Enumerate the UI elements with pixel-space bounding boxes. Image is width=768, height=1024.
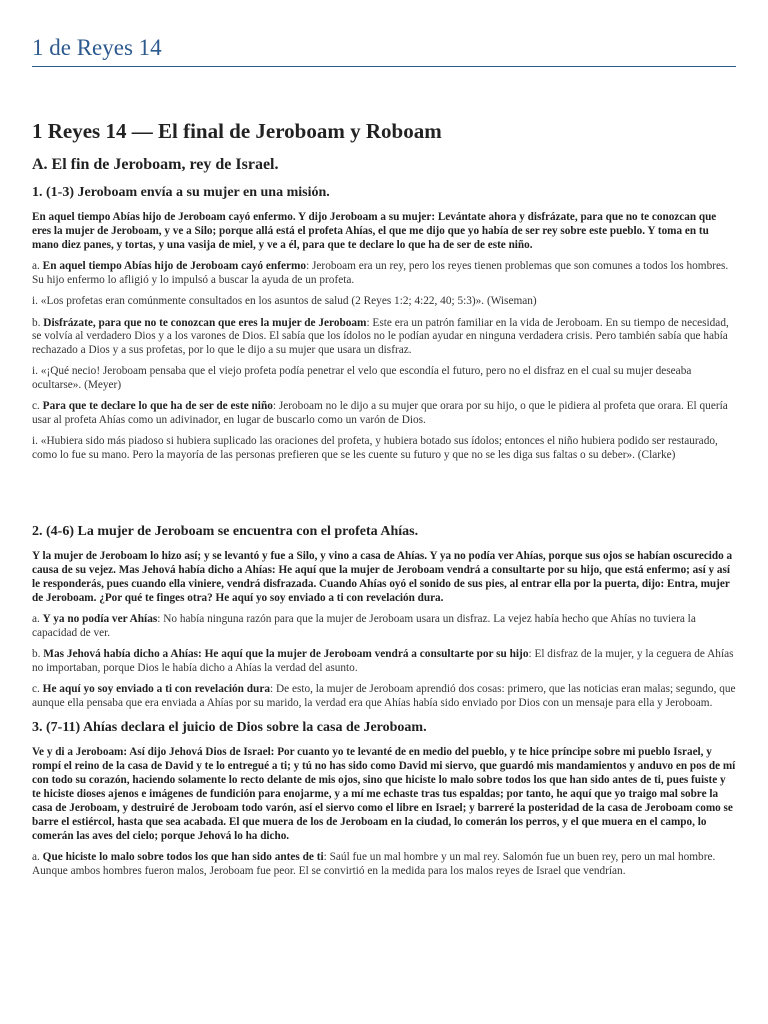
note-text: «Hubiera sido más piadoso si hubiera suplicado las oraciones del profeta, y hubiera botado sus ídolos; entonces el niño hubiera podido ser restaurado, como lo fue su mano. Pero la mayoría de las personas prefieren que se les cuente su futuro y que no se les diga sus faltas o su deber». (Clarke)	[32, 435, 718, 461]
note-marker: b.	[32, 648, 44, 660]
note-text: : No había ninguna razón para que la mujer de Jeroboam usara un disfraz. La vejez había hecho que Ahías no tuviera la capacidad de ver.	[32, 613, 696, 639]
commentary-note	[32, 365, 736, 392]
note-text: : De esto, la mujer de Jeroboam aprendió dos cosas: primero, que las noticias eran malas; segundo, que aunque ella pensaba que era enviada a Ahías por su marido, la verdad era que Ahías había sido enviado por Dios con un mensaje para ella y Jeroboam.	[32, 683, 736, 709]
note-marker: c.	[32, 400, 43, 412]
scripture-passage-1: En aquel tiempo Abías hijo de Jeroboam cayó enfermo. Y dijo Jeroboam a su mujer: Levántate ahora y disfrázate, para que no te conozcan que eres la mujer de Jeroboam, y ve a Silo; porque allá está el profeta Ahías, el que me dijo que yo había de ser rey sobre este pueblo. Y toma en tu mano diez panes, y tortas, y una vasija de miel, y ve a él, para que te declare lo que ha de ser de este niño.	[32, 211, 717, 251]
chapter-title: 1 Reyes 14 — El final de Jeroboam y Roboam	[32, 119, 442, 143]
note-text: : Saúl fue un mal hombre y un mal rey. Salomón fue un buen rey, pero un mal hombre. Aunque ambos hombres fueron malos, Jeroboam fue peor. El se convirtió en la medida para los malos reyes de Israel que vendrían.	[32, 851, 716, 877]
note-quote: Disfrázate, para que no te conozcan que eres la mujer de Jeroboam	[43, 316, 367, 329]
commentary-note	[32, 683, 736, 710]
note-quote: He aquí yo soy enviado a ti con revelación dura	[42, 683, 270, 695]
note-text: : Jeroboam no le dijo a su mujer que orara por su hijo, o que le pidiera al profeta que orara. El quería usar al profeta Ahías como un adivinador, en lugar de buscarlo como un varón de Dios.	[32, 400, 728, 426]
commentary-note	[32, 648, 736, 675]
commentary-note	[32, 400, 736, 427]
commentary-note	[32, 260, 736, 287]
note-quote: Mas Jehová había dicho a Ahías: He aquí que la mujer de Jeroboam vendrá a consultarte por su hijo	[43, 648, 529, 660]
commentary-note	[32, 851, 736, 878]
scripture-passage-2: Y la mujer de Jeroboam lo hizo así; y se levantó y fue a Silo, y vino a casa de Ahías. Y ya no podía ver Ahías, porque sus ojos se habían oscurecido a causa de su vejez. Mas Jehová había dicho a Ahías: He aquí que la mujer de Jeroboam vendrá a consultarte por su hijo, que está enfermo; así y así le responderás, pues cuando ella viniere, vendrá disfrazada. Cuando Ahías oyó el sonido de sus pies, al entrar ella por la puerta, dijo: Entra, mujer de Jeroboam. ¿Por qué te finges otra? He aquí yo soy enviado a ti con revelación dura.	[32, 550, 733, 604]
commentary-notes-3	[32, 851, 736, 878]
note-marker: a.	[32, 851, 43, 863]
commentary-note	[32, 317, 736, 358]
commentary-notes-2	[32, 613, 736, 710]
scripture-passage-3: Ve y di a Jeroboam: Así dijo Jehová Dios de Israel: Por cuanto yo te levanté de en medio del pueblo, y te hice príncipe sobre mi pueblo Israel, y rompí el reino de la casa de David y te lo entregué a ti; y tú no has sido como David mi siervo, que guardó mis mandamientos y anduvo en pos de mí con todo su corazón, haciendo solamente lo recto delante de mis ojos, sino que hiciste lo malo sobre todos los que han sido antes de ti, pues fuiste y te hiciste dioses ajenos e imágenes de fundición para enojarme, y a mí me echaste tras tus espaldas; por tanto, he aquí que yo traigo mal sobre la casa de Jeroboam, y destruiré de Jeroboam todo varón, así el siervo como el libre en Israel; y barreré la posteridad de la casa de Jeroboam como se barre el estiércol, hasta que sea acabada. El que muera de los de Jeroboam en la ciudad, lo comerán los perros, y el que muera en el campo, lo comerán las aves del cielo; porque Jehová lo ha dicho.	[32, 746, 736, 842]
note-marker: i.	[32, 295, 41, 307]
subsection-heading-1: 1. (1-3) Jeroboam envía a su mujer en una misión.	[32, 185, 330, 200]
subsection-heading-3: 3. (7-11) Ahías declara el juicio de Dios sobre la casa de Jeroboam.	[32, 720, 427, 735]
note-quote: Y ya no podía ver Ahías	[42, 613, 158, 625]
note-marker: a.	[32, 260, 43, 272]
section-heading: A. El fin de Jeroboam, rey de Israel.	[32, 156, 279, 173]
note-marker: b.	[32, 316, 44, 329]
note-text: «¡Qué necio! Jeroboam pensaba que el viejo profeta podía penetrar el velo que escondía el futuro, pero no el disfraz en el cual su mujer deseaba ocultarse». (Meyer)	[32, 365, 692, 391]
commentary-notes-1	[32, 260, 736, 462]
note-text: : El disfraz de la mujer, y la ceguera de Ahías no importaban, porque Dios le había dicho a Ahías la verdad del asunto.	[32, 648, 734, 674]
note-text: : Este era un patrón familiar en la vida de Jeroboam. En su tiempo de necesidad, se volvía al verdadero Dios y a los varones de Dios. El sabía que los ídolos no le podían ayudar en ninguna verdadera crisis. Pero también sabía que había rechazado a Dios y a sus profetas, por lo que le dijo a su mujer que usara un disfraz.	[32, 316, 729, 356]
commentary-note	[32, 435, 736, 462]
title-divider	[32, 66, 736, 67]
note-marker: c.	[32, 683, 43, 695]
commentary-note	[32, 295, 736, 309]
note-quote: En aquel tiempo Abías hijo de Jeroboam cayó enfermo	[42, 260, 307, 272]
document-title: 1 de Reyes 14	[32, 35, 162, 60]
note-text: «Los profetas eran comúnmente consultados en los asuntos de salud (2 Reyes 1:2; 4:22, 40; 5:3)». (Wiseman)	[40, 295, 537, 307]
subsection-heading-2: 2. (4-6) La mujer de Jeroboam se encuentra con el profeta Ahías.	[32, 524, 419, 539]
note-marker: a.	[32, 613, 43, 625]
note-quote: Que hiciste lo malo sobre todos los que han sido antes de ti	[42, 851, 324, 863]
note-marker: i.	[32, 365, 41, 377]
section-gap	[32, 462, 736, 514]
commentary-note	[32, 613, 736, 640]
note-quote: Para que te declare lo que ha de ser de este niño	[42, 400, 273, 412]
note-text: : Jeroboam era un rey, pero los reyes tienen problemas que son comunes a todos los hombres. Su hijo enfermo lo afligió y lo impulsó a buscar la ayuda de un profeta.	[32, 260, 729, 286]
note-marker: i.	[32, 435, 41, 447]
